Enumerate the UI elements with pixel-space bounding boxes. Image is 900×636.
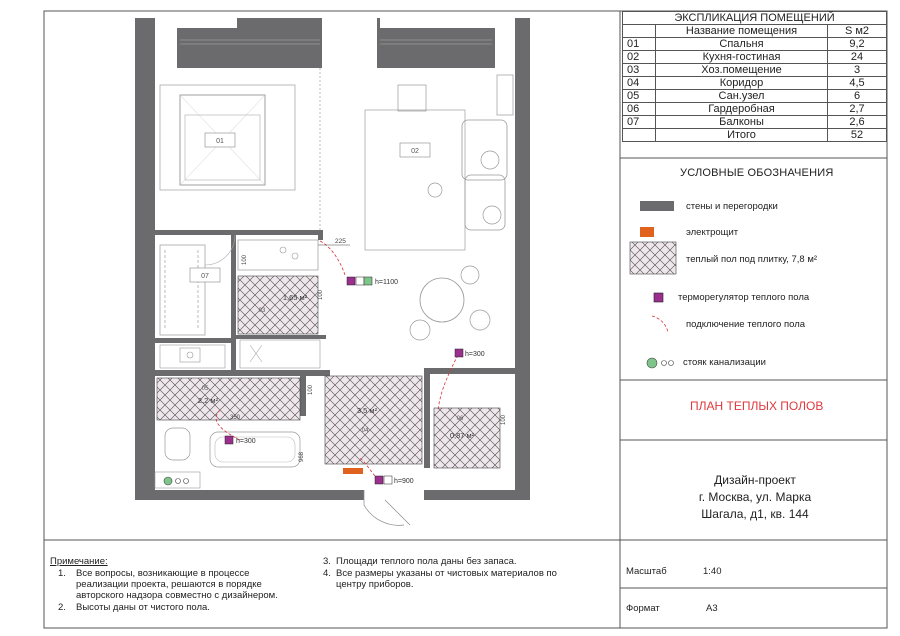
legend-wall-swatch <box>640 201 674 211</box>
heated-zone-1 <box>238 276 318 334</box>
project-line-3: Шагала, д1, кв. 144 <box>701 507 809 521</box>
explication-total-row: Итого 52 <box>623 129 887 142</box>
apartment-plan <box>135 18 530 525</box>
height-label-4: h=900 <box>394 478 414 485</box>
note-number: 2. <box>58 602 66 613</box>
notes-title: Примечание: <box>50 556 108 567</box>
note-text: реализации проекта, решаются в порядке <box>76 579 262 590</box>
dim-7: 350 <box>230 415 241 421</box>
explication-table <box>622 11 887 142</box>
room-label-07: 07 <box>201 273 209 280</box>
explication-header-area: S м2 <box>828 25 887 38</box>
project-line-1: Дизайн-проект <box>714 473 796 487</box>
dim-2: 100 <box>242 254 248 265</box>
note-text: Площади теплого пола даны без запаса. <box>336 556 517 567</box>
explication-row: 05 Сан.узел 6 <box>623 90 887 103</box>
room-label-04: 04 <box>361 428 369 434</box>
note-text: Все вопросы, возникающие в процессе <box>76 568 250 579</box>
scale-value: 1:40 <box>703 566 722 577</box>
area-label-2: 2,2 м² <box>197 396 219 405</box>
room-label-01: 01 <box>216 138 224 145</box>
heated-zone-2 <box>157 378 300 420</box>
scale-label: Масштаб <box>626 566 667 577</box>
area-label-1: 1,65 м² <box>282 293 308 302</box>
height-label-3: h=300 <box>465 351 485 358</box>
explication-header-name: Название помещения <box>656 25 828 38</box>
note-text: Все размеры указаны от чистовых материалов по <box>336 568 557 579</box>
height-label-2: h=300 <box>236 438 256 445</box>
note-text: центру приборов. <box>336 579 414 590</box>
room-label-05: 05 <box>201 386 209 392</box>
explication-row: 01 Спальня 9,2 <box>623 38 887 51</box>
legend-connection-label: подключение теплого пола <box>686 319 806 330</box>
legend-thermostat-icon <box>654 293 663 302</box>
legend-walls-label: стены и перегородки <box>686 201 778 212</box>
project-line-2: г. Москва, ул. Марка <box>698 490 812 504</box>
legend-sewer-label: стояк канализации <box>683 357 766 368</box>
plan-title: ПЛАН ТЕПЛЫХ ПОЛОВ <box>690 399 824 413</box>
dim-4: 100 <box>308 384 314 395</box>
legend-panel-swatch <box>640 227 654 237</box>
dim-5: 100 <box>501 414 507 425</box>
note-number: 3. <box>323 556 331 567</box>
legend-heated-label: теплый пол под плитку, 7,8 м² <box>686 254 818 265</box>
dim-6: 968 <box>299 451 305 462</box>
area-label-3: 3,5 м² <box>356 406 378 415</box>
legend-heated-swatch <box>630 242 676 274</box>
dim-1: 225 <box>335 238 346 245</box>
height-label-1: h=1100 <box>375 279 399 286</box>
room-label-03: 03 <box>258 308 266 314</box>
format-label: Формат <box>626 603 660 614</box>
explication-row: 07 Балконы 2,6 <box>623 116 887 129</box>
note-text: авторского надзора совместно с дизайнером. <box>76 590 278 601</box>
legend-thermostat-label: терморегулятор теплого пола <box>678 292 810 303</box>
note-number: 4. <box>323 568 331 579</box>
explication-row: 02 Кухня-гостиная 24 <box>623 51 887 64</box>
explication-row: 04 Коридор 4,5 <box>623 77 887 90</box>
room-label-06: 06 <box>456 416 464 422</box>
note-number: 1. <box>58 568 66 579</box>
explication-row: 06 Гардеробная 2,7 <box>623 103 887 116</box>
format-value: А3 <box>706 603 718 614</box>
heated-zone-3 <box>325 376 422 464</box>
dim-3: 100 <box>318 289 324 300</box>
explication-title: ЭКСПЛИКАЦИЯ ПОМЕЩЕНИЙ <box>623 12 887 25</box>
legend-title: УСЛОВНЫЕ ОБОЗНАЧЕНИЯ <box>680 167 834 179</box>
legend-connection-line <box>652 316 668 332</box>
note-text: Высоты даны от чистого пола. <box>76 602 210 613</box>
explication-row: 03 Хоз.помещение 3 <box>623 64 887 77</box>
room-label-02: 02 <box>411 148 419 155</box>
legend-panel-label: электрощит <box>686 227 739 238</box>
legend-sewer-icon <box>647 358 657 368</box>
area-label-4: 0,87 м² <box>449 431 475 440</box>
